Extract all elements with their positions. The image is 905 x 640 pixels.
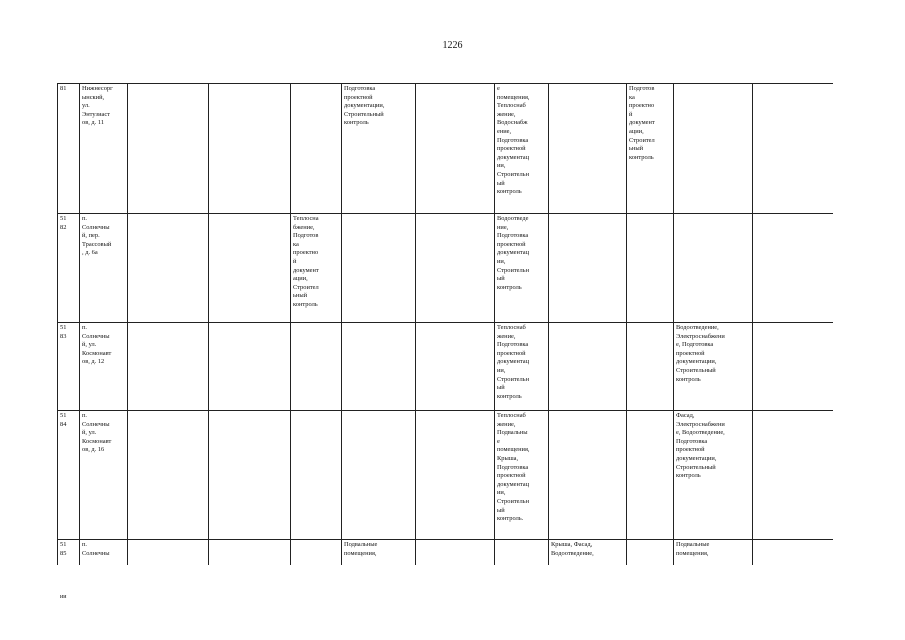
work-cell-4: Подвальные помещения, [342,540,416,566]
work-cell-6 [495,540,549,566]
work-cell-7 [549,323,627,411]
work-cell-7 [549,411,627,540]
works-table-container [57,83,833,565]
work-cell-7: Крыша, Фасад, Водоотведение, [549,540,627,566]
work-cell-10 [753,84,834,214]
work-cell-5 [416,411,495,540]
table-row [58,540,834,566]
footer-mark: ии [60,594,67,600]
address-cell: п. Солнечны й, ул. Космонавт ов, д. 12 [80,323,128,411]
work-cell-10 [753,214,834,323]
work-cell-3 [291,540,342,566]
work-cell-4 [342,323,416,411]
work-cell-6: Теплоснаб жение, Подготовка проектной документац ии, Строительн ый контроль [495,323,549,411]
work-cell-4 [342,411,416,540]
row-number-cell: 81 [58,84,80,214]
work-cell-5 [416,214,495,323]
work-cell-2 [209,214,291,323]
work-cell-8 [627,540,674,566]
work-cell-3 [291,323,342,411]
table-row [58,323,834,411]
work-cell-2 [209,323,291,411]
work-cell-1 [128,84,209,214]
page-number: 1226 [442,40,463,51]
work-cell-6: Водоотведе ние, Подготовка проектной документац ии, Строительн ый контроль [495,214,549,323]
work-cell-3 [291,84,342,214]
address-cell: п. Солнечны й, ул. Космонавт ов, д. 16 [80,411,128,540]
works-table [57,83,833,565]
table-row [58,411,834,540]
work-cell-1 [128,323,209,411]
work-cell-5 [416,540,495,566]
work-cell-7 [549,214,627,323]
work-cell-8: Подготов ка проектно й документ ации, Строител ьный контроль [627,84,674,214]
work-cell-10 [753,411,834,540]
row-number-cell: 51 83 [58,323,80,411]
work-cell-10 [753,540,834,566]
work-cell-5 [416,323,495,411]
work-cell-1 [128,214,209,323]
work-cell-1 [128,411,209,540]
address-cell: п. Солнечны [80,540,128,566]
work-cell-3: Теплосна бжение, Подготов ка проектно й документ ации, Строител ьный контроль [291,214,342,323]
work-cell-9: Подвальные помещения, [674,540,753,566]
work-cell-6: Теплоснаб жение, Подвальны е помещения, Крыша, Подготовка проектной документац ии, Строительн ый контроль. [495,411,549,540]
work-cell-5 [416,84,495,214]
table-row [58,84,834,214]
work-cell-8 [627,411,674,540]
work-cell-8 [627,214,674,323]
works-table-body [58,84,834,566]
work-cell-7 [549,84,627,214]
work-cell-2 [209,540,291,566]
work-cell-4: Подготовка проектной документации, Строительный контроль [342,84,416,214]
work-cell-10 [753,323,834,411]
work-cell-9 [674,84,753,214]
work-cell-9: Водоотведение, Электроснабжени е, Подготовка проектной документации, Строительный контроль [674,323,753,411]
work-cell-9: Фасад, Электроснабжени е, Водоотведение, Подготовка проектной документации, Строительный контроль [674,411,753,540]
work-cell-1 [128,540,209,566]
table-row [58,214,834,323]
work-cell-4 [342,214,416,323]
address-cell: Нижнесорг ынский, ул. Энтузиаст ов, д. 11 [80,84,128,214]
address-cell: п. Солнечны й, пер. Трассовый , д. 6а [80,214,128,323]
work-cell-2 [209,84,291,214]
work-cell-9 [674,214,753,323]
row-number-cell: 51 85 [58,540,80,566]
row-number-cell: 51 82 [58,214,80,323]
work-cell-8 [627,323,674,411]
work-cell-6: е помещения, Теплоснаб жение, Водоснабж ение, Подготовка проектной документац ии, Строительн ый контроль [495,84,549,214]
row-number-cell: 51 84 [58,411,80,540]
work-cell-2 [209,411,291,540]
work-cell-3 [291,411,342,540]
